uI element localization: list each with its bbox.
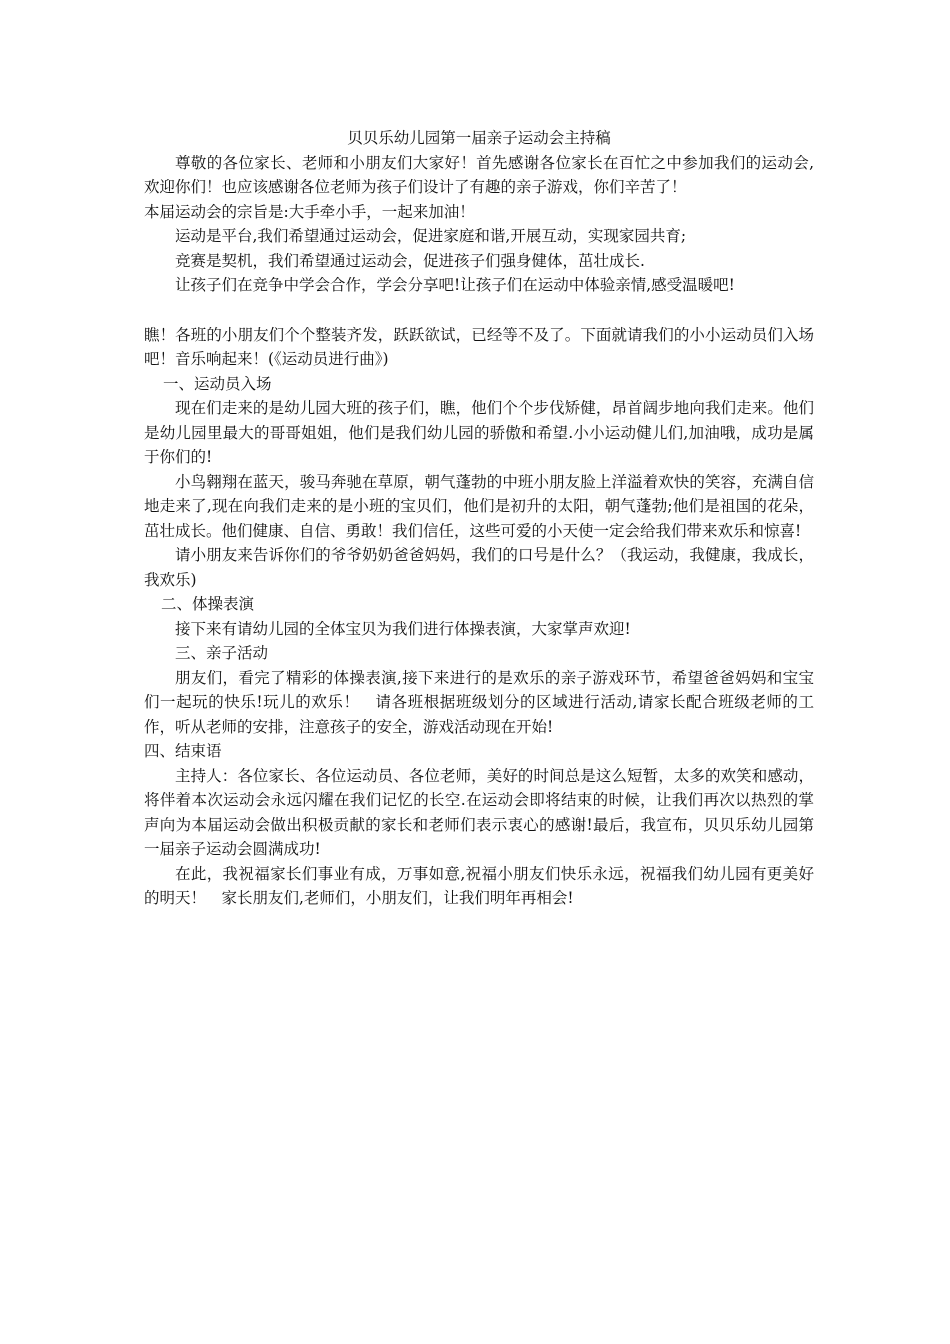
document-body xyxy=(144,126,814,911)
paragraph-parent-child-activity: 朋友们，看完了精彩的体操表演,接下来进行的是欢乐的亲子游戏环节，希望爸爸妈妈和宝宝们一起玩的快乐!玩儿的欢乐！ 请各班根据班级划分的区域进行活动,请家长配合班级老师的工作，听从老师的安排，注意孩子的安全，游戏活动现在开始! xyxy=(144,668,814,736)
paragraph-platform: 运动是平台,我们希望通过运动会，促进家庭和谐,开展互动，实现家园共育; xyxy=(175,227,687,245)
paragraph-cooperation: 让孩子们在竞争中学会合作，学会分享吧!让孩子们在运动中体验亲情,感受温暖吧! xyxy=(175,276,735,294)
paragraph-blessing: 在此，我祝福家长们事业有成，万事如意,祝福小朋友们快乐永远，祝福我们幼儿园有更美好的明天！ 家长朋友们,老师们，小朋友们，让我们明年再相会! xyxy=(144,864,814,907)
paragraph-purpose: 本届运动会的宗旨是:大手牵小手，一起来加油！ xyxy=(144,202,475,221)
heading-gymnastics: 二、体操表演 xyxy=(161,595,255,613)
paragraph-competition: 竞赛是契机，我们希望通过运动会，促进孩子们强身健体，茁壮成长. xyxy=(175,251,645,270)
paragraph-middle-small-class: 小鸟翱翔在蓝天，骏马奔驰在草原，朝气蓬勃的中班小朋友脸上洋溢着欢快的笑容，充满自信地走来了,现在向我们走来的是小班的宝贝们，他们是初升的太阳，朝气蓬勃;他们是祖国的花朵，茁壮成长。他们健康、自信、勇敢！我们信任，这些可爱的小天使一定会给我们带来欢乐和惊喜! xyxy=(144,472,814,540)
paragraph-greeting: 尊敬的各位家长、老师和小朋友们大家好！首先感谢各位家长在百忙之中参加我们的运动会,欢迎你们！也应该感谢各位老师为孩子们设计了有趣的亲子游戏，你们辛苦了！ xyxy=(144,153,814,196)
heading-closing: 四、结束语 xyxy=(144,742,222,760)
heading-athlete-entrance: 一、运动员入场 xyxy=(163,374,272,393)
paragraph-big-class: 现在们走来的是幼儿园大班的孩子们，瞧，他们个个步伐矫健，昂首阔步地向我们走来。他们是幼儿园里最大的哥哥姐姐，他们是我们幼儿园的骄傲和希望.小小运动健儿们,加油哦，成功是属于你们的! xyxy=(144,399,814,466)
paragraph-closing-speech: 主持人：各位家长、各位运动员、各位老师，美好的时间总是这么短暂，太多的欢笑和感动，将伴着本次运动会永远闪耀在我们记忆的长空.在运动会即将结束的时候，让我们再次以热烈的掌声向为本届运动会做出积极贡献的家长和老师们表示衷心的感谢!最后，我宣布，贝贝乐幼儿园第一届亲子运动会圆满成功! xyxy=(144,766,814,858)
paragraph-slogan: 请小朋友来告诉你们的爷爷奶奶爸爸妈妈，我们的口号是什么？（我运动，我健康，我成长，我欢乐) xyxy=(144,546,814,589)
paragraph-gymnastics: 接下来有请幼儿园的全体宝贝为我们进行体操表演，大家掌声欢迎! xyxy=(175,619,631,638)
heading-parent-child-activity: 三、亲子活动 xyxy=(175,644,269,662)
paragraph-entrance-intro: 瞧！各班的小朋友们个个整装齐发，跃跃欲试，已经等不及了。下面就请我们的小小运动员们入场吧！音乐响起来！(《运动员进行曲》) xyxy=(144,325,814,368)
blank-line xyxy=(144,298,814,323)
document-title: 贝贝乐幼儿园第一届亲子运动会主持稿 xyxy=(347,129,611,147)
